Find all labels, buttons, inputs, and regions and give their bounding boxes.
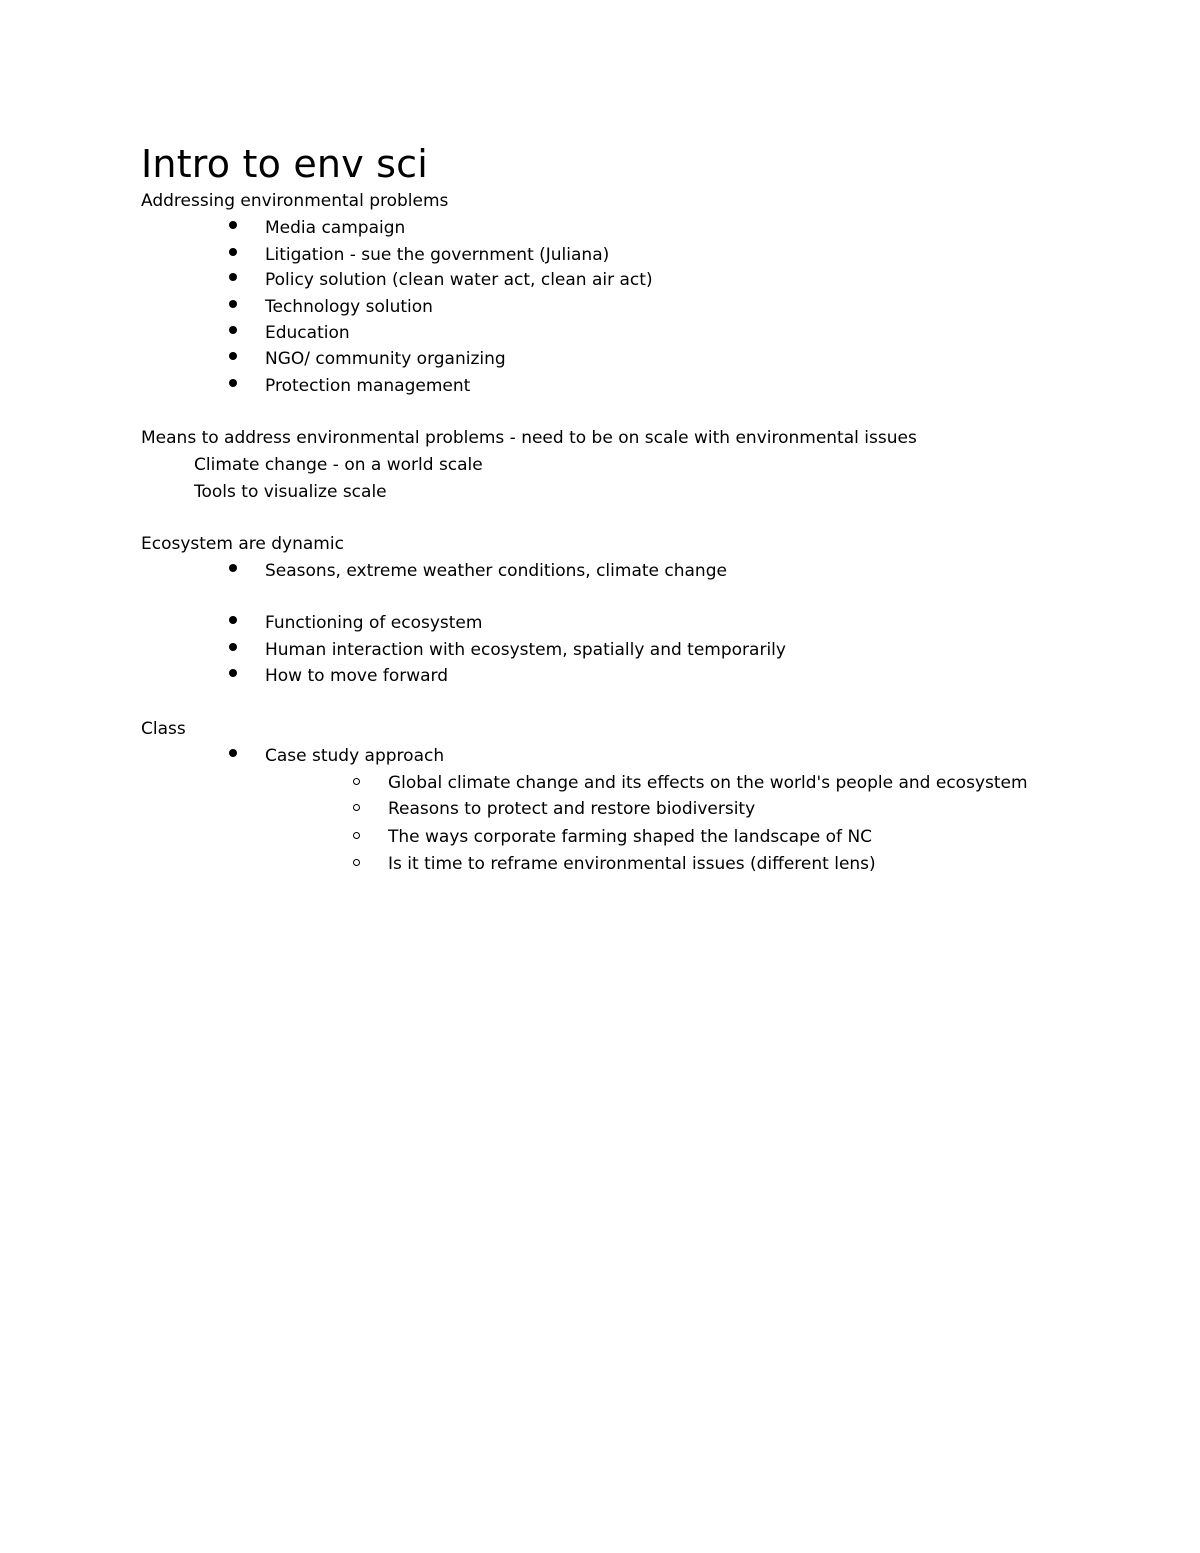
bullet-icon <box>229 643 237 651</box>
bullet-icon <box>229 300 237 308</box>
bullet-icon <box>229 326 237 334</box>
bullet-icon <box>229 616 237 624</box>
list-item: Education <box>265 323 350 343</box>
list-item: Media campaign <box>265 218 406 238</box>
section-heading-addressing: Addressing environmental problems <box>141 191 449 211</box>
bullet-icon <box>229 379 237 387</box>
circle-bullet-icon <box>353 832 360 839</box>
bullet-icon <box>229 564 237 572</box>
list-item: How to move forward <box>265 666 449 686</box>
bullet-icon <box>229 352 237 360</box>
list-item: Functioning of ecosystem <box>265 613 483 633</box>
bullet-icon <box>229 749 237 757</box>
bullet-icon <box>229 221 237 229</box>
bullet-icon <box>229 273 237 281</box>
sub-list-item: Reasons to protect and restore biodiversity <box>388 799 756 819</box>
page-title: Intro to env sci <box>141 142 429 186</box>
indented-line: Tools to visualize scale <box>194 482 387 502</box>
sub-list-item: Global climate change and its effects on the world's people and ecosystem <box>388 773 1028 793</box>
sub-list-item: Is it time to reframe environmental issues (different lens) <box>388 854 876 874</box>
list-item: Technology solution <box>265 297 433 317</box>
circle-bullet-icon <box>353 804 360 811</box>
list-item: Policy solution (clean water act, clean air act) <box>265 270 653 290</box>
list-item: Protection management <box>265 376 471 396</box>
list-item: Litigation - sue the government (Juliana) <box>265 245 610 265</box>
bullet-icon <box>229 248 237 256</box>
list-item: Seasons, extreme weather conditions, climate change <box>265 561 727 581</box>
bullet-icon <box>229 669 237 677</box>
sub-list-item: The ways corporate farming shaped the landscape of NC <box>388 827 873 847</box>
section-heading-class: Class <box>141 719 186 739</box>
list-item: Human interaction with ecosystem, spatially and temporarily <box>265 640 786 660</box>
section-heading-means: Means to address environmental problems - need to be on scale with environmental issues <box>141 428 917 448</box>
circle-bullet-icon <box>353 778 360 785</box>
section-heading-ecosystem: Ecosystem are dynamic <box>141 534 344 554</box>
indented-line: Climate change - on a world scale <box>194 455 483 475</box>
list-item: Case study approach <box>265 746 445 766</box>
circle-bullet-icon <box>353 859 360 866</box>
list-item: NGO/ community organizing <box>265 349 506 369</box>
